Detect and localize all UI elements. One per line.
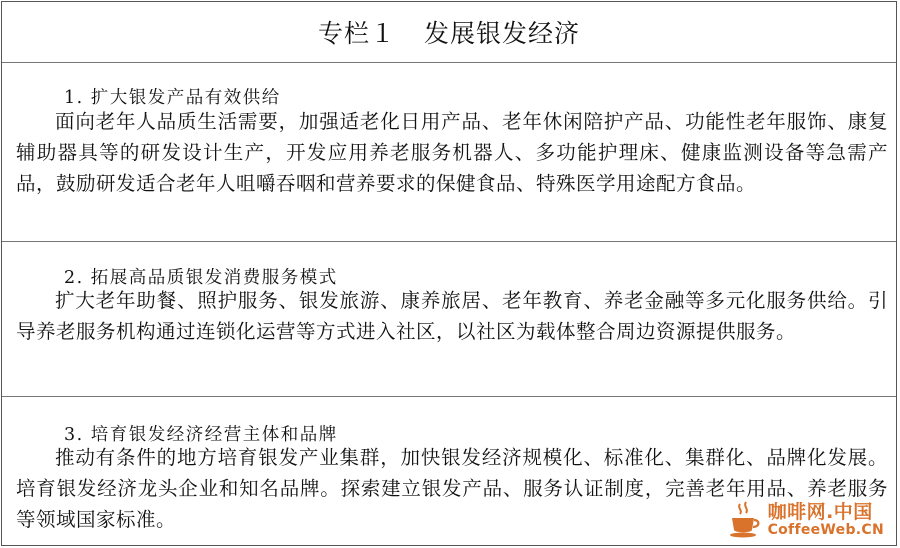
section-heading: 2. 拓展高品质银发消费服务模式	[64, 268, 338, 288]
section-heading: 3. 培育银发经济经营主体和品牌	[64, 425, 338, 445]
section-1	[2, 62, 896, 242]
watermark-logo	[728, 500, 884, 540]
section-2	[2, 242, 896, 397]
box-title-number: 专栏１	[317, 19, 396, 48]
section-body: 面向老年人品质生活需要，加强适老化日用产品、老年休闲陪护产品、功能性老年服饰、康复辅助器具等的研发设计生产，开发应用养老服务机器人、多功能护理床、健康监测设备等急需产品，鼓励研发适合老年人咀嚼吞咽和营养要求的保健食品、特殊医学用途配方食品。	[16, 110, 888, 195]
watermark-en: CoffeeWeb.CN	[767, 521, 884, 538]
section-heading: 1. 扩大银发产品有效供给	[64, 88, 281, 108]
box-title	[2, 2, 896, 63]
coffee-cup-icon	[728, 500, 762, 540]
column-box	[1, 1, 897, 546]
watermark-cn: 咖啡网.中国	[767, 500, 873, 523]
section-body: 扩大老年助餐、照护服务、银发旅游、康养旅居、老年教育、养老金融等多元化服务供给。引导养老服务机构通过连锁化运营等方式进入社区，以社区为载体整合周边资源提供服务。	[16, 289, 888, 343]
section-body: 推动有条件的地方培育银发产业集群，加快银发经济规模化、标准化、集群化、品牌化发展。培育银发经济龙头企业和知名品牌。探索建立银发产品、服务认证制度，完善老年用品、养老服务等领域国家标准。	[16, 446, 888, 531]
box-title-text: 发展银发经济	[424, 19, 581, 48]
